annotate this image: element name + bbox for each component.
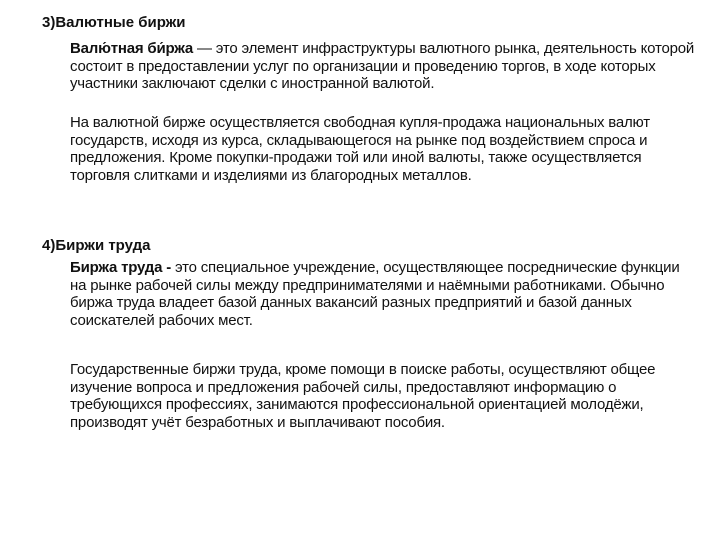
term-currency-exchange: Валю́тная би́ржа [70,40,193,57]
definition-text: это специальное учреждение, осуществляющее посреднические функции на рынке рабочей силы между предпринимателями и наёмными работниками. Обычно биржа труда владеет базой данных вакансий разных предприятий и базой данных соискателей рабочих мест. [70,259,680,329]
paragraph-labor-exchange-details [70,361,698,431]
section-heading-labor-exchanges: 4)Биржи труда [42,237,151,254]
details-text: На валютной бирже осуществляется свободная купля-продажа национальных валют государств, исходя из курса, складывающегося на рынке под воздействием спроса и предложения. Кроме покупки-продажи той или иной валюты, также осуществляется торговля слитками и изделиями из благородных металлов. [70,114,650,184]
paragraph-currency-exchange-details [70,114,698,184]
term-labor-exchange: Биржа труда - [70,259,172,276]
section-heading-currency-exchanges: 3)Валютные биржи [42,14,186,31]
paragraph-labor-exchange-definition [70,259,698,329]
definition-text: — это элемент инфраструктуры валютного рынка, деятельность которой состоит в предоставлении услуг по организации и проведению торгов, в ходе которых участники заключают сделки с иностранной валютой. [70,40,695,93]
details-text: Государственные биржи труда, кроме помощи в поиске работы, осуществляют общее изучение вопроса и предложения рабочей силы, предоставляют информацию о требующихся профессиях, занимаются профессиональной ориентацией молодёжи, производят учёт безработных и выплачивают пособия. [70,361,656,431]
paragraph-currency-exchange-definition [70,40,698,93]
